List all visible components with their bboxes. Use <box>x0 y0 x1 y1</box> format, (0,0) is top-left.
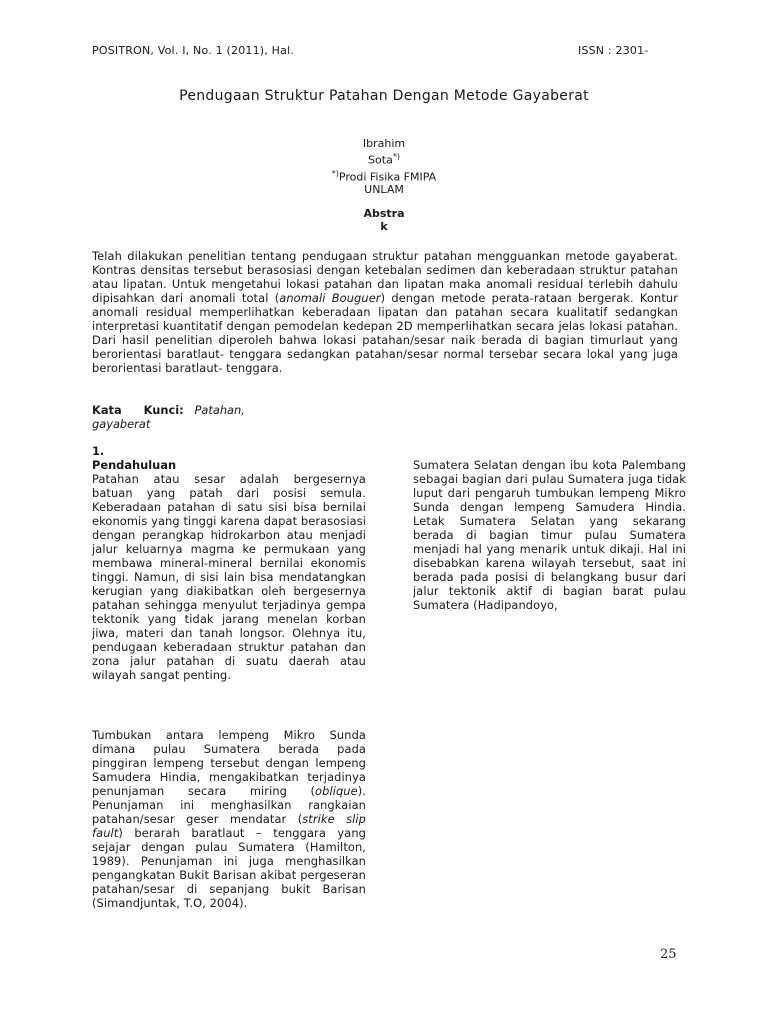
author-name-line2 <box>92 150 676 167</box>
abstract-heading-line2: k <box>380 220 388 233</box>
author-name: Sota <box>368 153 393 167</box>
section-heading <box>92 444 212 472</box>
section-title: Pendahuluan <box>92 458 177 472</box>
intro-para2-italic-1: oblique <box>315 784 358 798</box>
intro-para2-part-c: ) berarah baratlaut – tenggara yang sejajar dengan pulau Sumatera (Hamilton, 1989). Penunjaman ini juga menghasilkan pengangkatan Bukit Barisan akibat pergeseran patahan/sesar di sepanjang bukit Barisan (Simandjuntak, T.O, 2004). <box>92 826 366 910</box>
intro-para1-text: Patahan atau sesar adalah bergesernya batuan yang patah dari posisi semula. Keberadaan patahan di satu sisi bisa bernilai ekonomis yang tinggi karena dapat berasosiasi dengan perangkap hidrokarbon atau menjadi jalur keluarnya magma ke permukaan yang membawa mineral-mineral bernilai ekonomis tinggi. Namun, di sisi lain bisa mendatangkan kerugian yang diakibatkan oleh bergesernya patahan sehingga menyulut terjadinya gempa tektonik yang tidak jarang menelan korban jiwa, materi dan tanah longsor. Olehnya itu, pendugaan keberadaan struktur patahan dan zona jalur patahan di suatu daerah atau wilayah sangat penting. <box>92 472 366 682</box>
intro-para2-part-a: Tumbukan antara lempeng Mikro Sunda dimana pulau Sumatera berada pada pinggiran lempeng tersebut dengan lempeng Samudera Hindia, mengakibatkan terjadinya penunjaman secara miring ( <box>92 728 366 798</box>
abstract-heading <box>92 207 676 233</box>
intro-right-column <box>413 458 686 612</box>
abstract-text <box>92 249 678 375</box>
author-name-line1: Ibrahim <box>362 137 406 150</box>
abstract-heading-line1: Abstra <box>363 207 405 220</box>
page-number: 25 <box>660 947 677 962</box>
abstract-italic-term: anomali Bouguer <box>279 291 381 305</box>
author-block <box>92 137 676 196</box>
keywords-label: Kata Kunci: <box>92 403 184 417</box>
affiliation-marker: *) <box>331 168 339 178</box>
section-number: 1. <box>92 444 105 458</box>
author-affiliation <box>92 167 676 184</box>
keywords-value: Patahan, gayaberat <box>92 403 245 431</box>
paper-title: Pendugaan Struktur Patahan Dengan Metode Gayaberat <box>179 88 589 104</box>
intro-para2-italic-2: strike slip fault <box>92 812 366 840</box>
affiliation-text: Prodi Fisika FMIPA <box>338 170 437 184</box>
intro-para2-part-b: ). Penunjaman ini menghasilkan rangkaian patahan/sesar geser mendatar ( <box>92 784 366 826</box>
author-institution: UNLAM <box>364 183 404 197</box>
intro-right-text: Sumatera Selatan dengan ibu kota Palembang sebagai bagian dari pulau Sumatera juga tidak luput dari pengaruh tumbukan lempeng Mikro Sunda dengan lempeng Samudera Hindia. Letak Sumatera Selatan yang sekarang berada di bagian timur pulau Sumatera menjadi hal yang menarik untuk dikaji. Hal ini disebabkan karena wilayah tersebut, saat ini berada pada posisi di belangkang busur dari jalur tektonik aktif di bagian barat pulau Sumatera (Hadipandoyo, <box>413 458 686 612</box>
abstract-part2: ) dengan metode perata-rataan bergerak. Kontur anomali residual memperlihatkan keberadaan lipatan dan patahan secara kualitatif sedangkan interpretasi kuantitatif dengan pemodelan kedepan 2D memperlihatkan secara jelas lokasi patahan. Dari hasil penelitian diperoleh bahwa lokasi patahan/sesar naik berada di bagian timurlaut yang berorientasi baratlaut- tenggara sedangkan patahan/sesar normal tersebar secara lokal yang juga berorientasi baratlaut- tenggara. <box>92 291 678 375</box>
abstract-part1: Telah dilakukan penelitian tentang pendugaan struktur patahan mengguankan metode gayaberat. Kontras densitas tersebut berasosiasi dengan ketebalan sedimen dan keberadaan struktur patahan atau lipatan. Untuk mengetahui lokasi patahan dan lipatan maka anomali residual terlebih dahulu dipisahkan dari anomali total ( <box>92 249 678 305</box>
journal-header: POSITRON, Vol. I, No. 1 (2011), Hal. <box>92 44 295 57</box>
issn-header: ISSN : 2301- <box>578 44 649 57</box>
keywords <box>92 403 292 431</box>
intro-paragraph-1 <box>92 472 366 682</box>
intro-paragraph-2 <box>92 728 366 910</box>
author-marker: *) <box>392 152 400 161</box>
